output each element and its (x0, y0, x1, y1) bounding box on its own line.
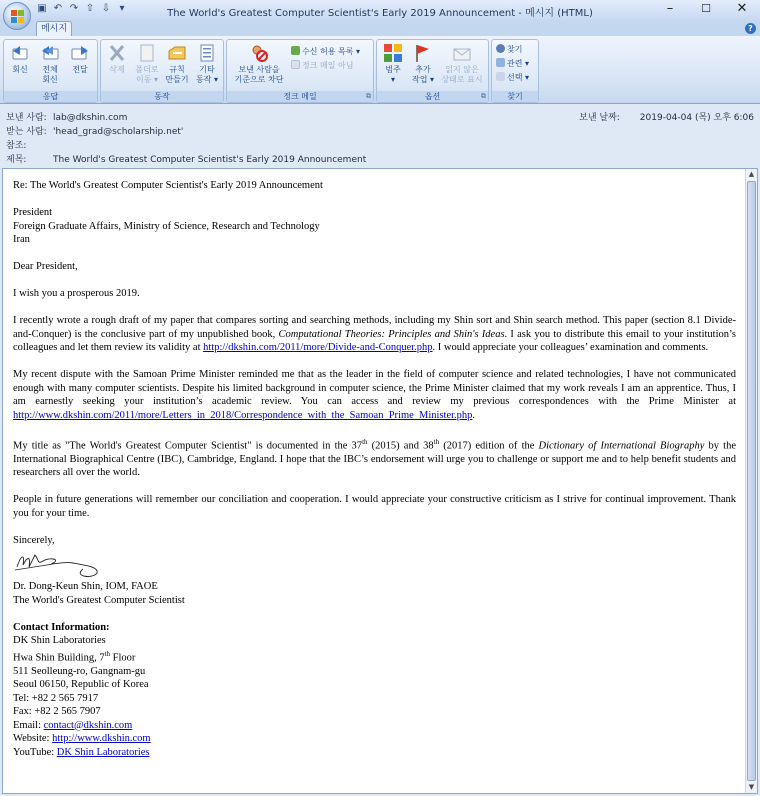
scroll-thumb[interactable] (747, 181, 756, 781)
signature-name: Dr. Dong-Keun Shin, IOM, FAOE (13, 581, 158, 592)
contact-fax: Fax: +82 2 565 7907 (13, 706, 101, 717)
recipient-org: Foreign Graduate Affairs, Ministry of Science, Research and Technology (13, 220, 320, 232)
recipient-country: Iran (13, 234, 30, 245)
followup-label-1: 추가 (415, 65, 431, 74)
categorize-label-2: ▾ (390, 75, 395, 84)
delete-icon (106, 43, 128, 63)
flag-icon (412, 43, 434, 63)
contact-tel: Tel: +82 2 565 7917 (13, 692, 99, 704)
mark-unread-button[interactable] (441, 43, 483, 85)
scroll-down-icon[interactable]: ▼ (748, 783, 755, 791)
subject-label: 제목: (6, 155, 27, 165)
dictionary-title: Dictionary of International Biography (538, 440, 705, 451)
reply-all-label-1: 전체 (42, 65, 58, 74)
create-rule-button[interactable] (163, 43, 191, 85)
other-actions-button[interactable] (193, 43, 221, 85)
from-value[interactable]: lab@dkshin.com (53, 113, 128, 123)
not-junk-label: 정크 메일 아님 (302, 61, 354, 70)
find-label: 찾기 (507, 45, 523, 54)
other-actions-icon (196, 43, 218, 63)
categorize-button[interactable] (379, 43, 407, 85)
wish-line: I wish you a prosperous 2019. (13, 288, 140, 299)
contact-heading: Contact Information: (13, 621, 110, 633)
from-label: 보낸 사람: (6, 113, 47, 123)
website-link[interactable]: http://www.dkshin.com (52, 733, 151, 744)
mark-unread-label-1: 읽지 않은 (445, 65, 479, 74)
binoculars-icon (496, 44, 505, 53)
cc-row (6, 138, 53, 151)
up-arrow-icon[interactable]: ⇧ (85, 3, 95, 14)
junk-dialog-launcher-icon[interactable]: ⧉ (366, 92, 371, 100)
contact-street: 511 Seolleung-ro, Gangnam-gu (13, 665, 146, 677)
reply-all-button[interactable] (36, 43, 64, 85)
greeting: Dear President, (13, 261, 78, 272)
title-bar (0, 0, 760, 20)
other-label-1: 기타 (199, 65, 215, 74)
reply-icon (9, 43, 31, 63)
subject-value: The World's Greatest Computer Scientist's Early 2019 Announcement (53, 155, 367, 165)
other-label-2: 동작 ▾ (195, 75, 218, 84)
email-link[interactable]: contact@dkshin.com (43, 719, 133, 731)
followup-label-2: 작업 ▾ (411, 75, 434, 84)
paragraph-4: People in future generations will remember our conciliation and cooperation. I would appreciate your constructive criticism as I strive for continual improvement. Thank you for your time. (13, 494, 736, 519)
forward-button[interactable] (66, 43, 94, 75)
group-actions (100, 39, 224, 103)
reply-button[interactable] (6, 43, 34, 75)
minimize-button[interactable]: – (666, 1, 674, 16)
group-respond (3, 39, 98, 103)
paragraph-3: My title as "The World's Greatest Computer Scientist" is documented in the 37th (2015) and 38th (2017) edition of the Dictionary of International Biography by the International Biographical Centre (IBC), Cambridge, England. I hope that the IBC’s endorsement will urge you to challenge or support me and to help benefit students and researchers all over the world. (13, 437, 737, 478)
correspondence-link[interactable]: http://www.dkshin.com/2011/more/Letters_in_2018/Correspondence_with_the_Samoan_Prime_Minister.php (13, 409, 473, 421)
select-label: 선택 ▾ (507, 73, 530, 82)
safe-lists-label: 수신 허용 목록 ▾ (302, 47, 361, 56)
to-label: 받는 사람: (6, 127, 47, 137)
closing: Sincerely, (13, 534, 55, 546)
delete-label: 삭제 (109, 65, 125, 74)
redo-icon[interactable]: ↷ (69, 3, 79, 14)
message-body-pane (2, 168, 758, 794)
recipient-title: President (13, 207, 53, 218)
undo-icon[interactable]: ↶ (53, 3, 63, 14)
not-junk-icon (291, 60, 300, 69)
mark-unread-label-2: 상태로 표시 (441, 75, 483, 84)
tab-message[interactable]: 메시지 (36, 21, 72, 36)
forward-icon (69, 43, 91, 63)
group-find (491, 39, 539, 103)
safe-lists-button[interactable] (291, 46, 360, 57)
signature-image (13, 547, 103, 579)
related-button[interactable] (496, 58, 529, 69)
find-button[interactable] (496, 44, 522, 55)
contact-org: DK Shin Laboratories (13, 635, 106, 646)
youtube-link[interactable]: DK Shin Laboratories (56, 746, 150, 758)
office-button[interactable] (3, 2, 31, 30)
move-label-2: 이동 ▾ (135, 75, 158, 84)
related-icon (496, 58, 505, 67)
help-icon[interactable]: ? (745, 23, 756, 34)
cc-label: 참조: (6, 141, 27, 151)
block-label-1: 보낸 사람을 (238, 65, 280, 74)
move-to-folder-button[interactable] (133, 43, 161, 85)
rules-icon (166, 43, 188, 63)
select-button[interactable] (496, 72, 529, 83)
safe-lists-icon (291, 46, 300, 55)
group-junk (226, 39, 374, 103)
window-title: The World's Greatest Computer Scientist's Early 2019 Announcement - 메시지 (HTML) (167, 8, 593, 19)
contact-youtube: YouTube: DK Shin Laboratories (13, 746, 150, 758)
group-options (376, 39, 489, 103)
save-icon[interactable]: ▣ (37, 3, 47, 14)
delete-button[interactable] (103, 43, 131, 75)
divide-and-conquer-link[interactable]: http://dkshin.com/2011/more/Divide-and-Conquer.php (203, 342, 433, 353)
select-arrow-icon (496, 72, 505, 81)
block-label-2: 기준으로 차단 (234, 75, 284, 84)
rules-label-2: 만들기 (165, 75, 189, 84)
office-logo-icon (11, 10, 24, 23)
reply-all-icon (39, 43, 61, 63)
subject-row (6, 152, 366, 165)
group-label-find: 찾기 (492, 91, 538, 102)
ribbon-tab-row (0, 20, 760, 36)
rules-label-1: 규칙 (169, 65, 185, 74)
move-folder-icon (136, 43, 158, 63)
group-label-options: 옵션 (377, 91, 488, 102)
options-dialog-launcher-icon[interactable]: ⧉ (481, 92, 486, 100)
contact-city: Seoul 06150, Republic of Korea (13, 679, 149, 690)
scroll-up-icon[interactable]: ▲ (748, 170, 755, 178)
group-label-junk: 정크 메일 (227, 91, 373, 102)
reply-label: 회신 (12, 65, 28, 74)
close-button[interactable]: ✕ (736, 1, 748, 16)
related-label: 관련 ▾ (507, 59, 530, 68)
group-label-actions: 동작 (101, 91, 223, 102)
customize-qat-icon[interactable]: ▾ (119, 3, 125, 14)
sent-row (579, 110, 754, 123)
forward-label: 전달 (72, 65, 88, 74)
contact-email: Email: contact@dkshin.com (13, 719, 133, 731)
signature-title: The World's Greatest Computer Scientist (13, 594, 185, 606)
block-sender-button[interactable] (229, 43, 289, 85)
maximize-button[interactable]: ☐ (701, 2, 711, 15)
contact-website: Website: http://www.dkshin.com (13, 733, 151, 744)
paragraph-2: My recent dispute with the Samoan Prime Minister reminded me that as the leader in the field of computer science and related technologies, I have not communicated enough with many computer scientists. Despite his limited background in computer science, the Prime Minister claimed that my work reveals I am an apprentice. Thus, I am earnestly seeking your institution’s academic review. You can access and review my previous correspondences with the Prime Minister at http://www.dkshin.com/2011/more/Letters_in_2018/Correspondence_with_the_Samoan_Prime_Minister.php. (13, 369, 736, 421)
categorize-icon (382, 43, 404, 63)
mark-unread-icon (451, 43, 473, 63)
group-label-respond: 응답 (4, 91, 97, 102)
move-label-1: 폴더로 (135, 65, 159, 74)
block-sender-icon (248, 43, 270, 63)
message-body (13, 179, 736, 759)
vertical-scrollbar[interactable] (745, 169, 757, 793)
paragraph-1: I recently wrote a rough draft of my paper that compares sorting and searching methods, including my Shin sort and Shin search method. This paper (section 8.1 Divide-and-Conquer) is the conclusive part of my unpublished book, Computational Theories: Principles and Shin's Ideas. I ask you to distribute this email to your institution’s colleagues and let them review its validity at http://dkshin.com/2011/more/Divide-and-Conquer.php. I would appreciate your colleagues’ examination and comments. (13, 315, 736, 353)
to-row (6, 124, 183, 137)
follow-up-button[interactable] (409, 43, 437, 85)
contact-building: Hwa Shin Building, 7th Floor (13, 649, 136, 663)
not-junk-button[interactable] (291, 60, 353, 71)
ribbon (0, 36, 760, 104)
book-title: Computational Theories: Principles and Shin's Ideas (278, 328, 505, 340)
categorize-label-1: 범주 (385, 65, 401, 74)
message-header (0, 105, 760, 168)
to-value[interactable]: 'head_grad@scholarship.net' (53, 127, 184, 137)
sent-value: 2019-04-04 (목) 오후 6:06 (639, 113, 754, 123)
re-line: Re: The World's Greatest Computer Scientist's Early 2019 Announcement (13, 180, 323, 191)
sent-label: 보낸 날짜: (579, 113, 620, 123)
reply-all-label-2: 회신 (42, 75, 58, 84)
down-arrow-icon[interactable]: ⇩ (101, 3, 111, 14)
from-row (6, 110, 127, 123)
